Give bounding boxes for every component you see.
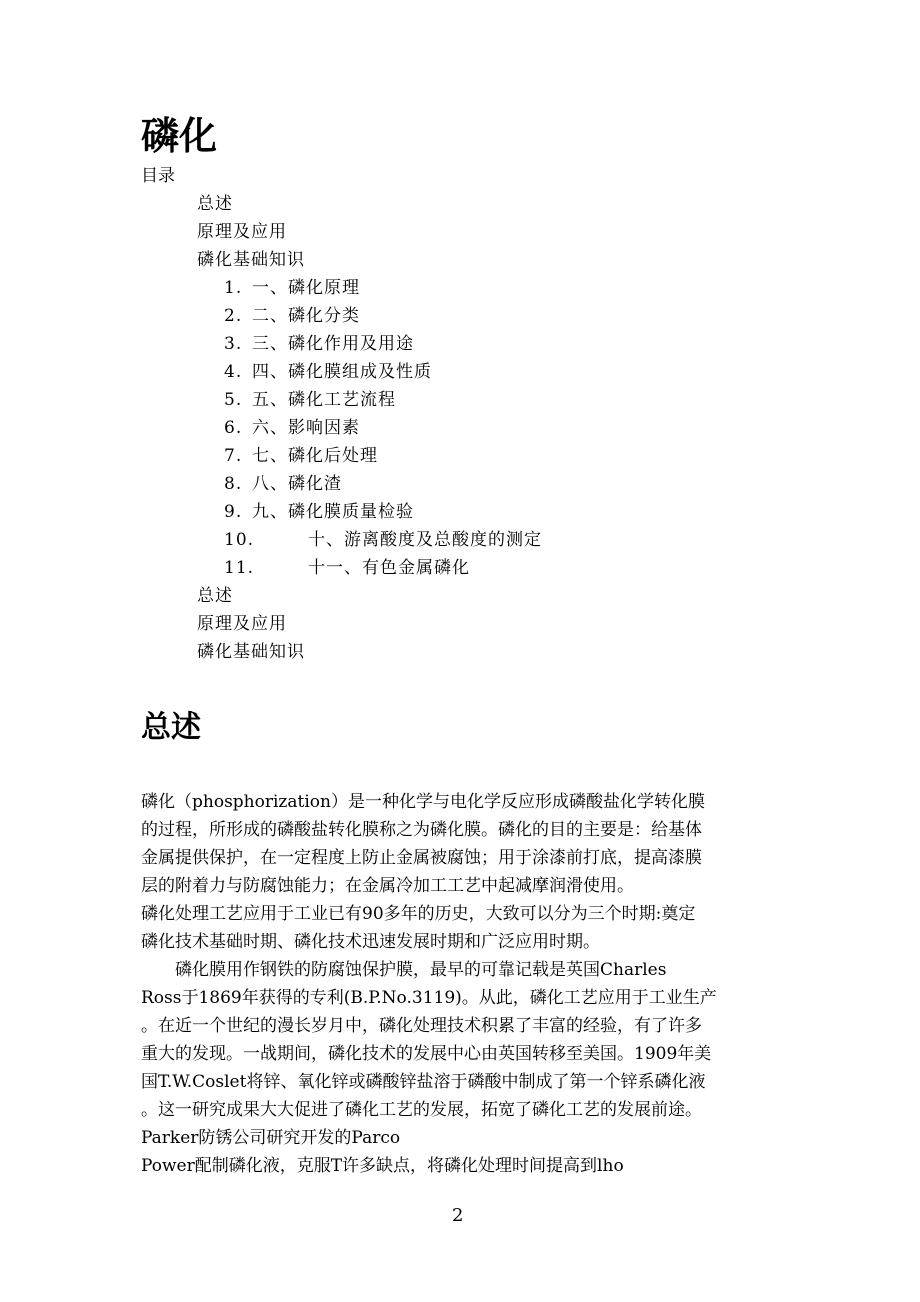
body-line: Power配制磷化液，克服T许多缺点，将磷化处理时间提高到lho [141, 1156, 624, 1176]
toc-sub-item[interactable] [224, 554, 470, 582]
toc-sub-text: 二、磷化分类 [252, 306, 360, 326]
toc-sub-text: 八、磷化渣 [252, 474, 342, 494]
toc-sub-item[interactable] [224, 498, 414, 526]
section-heading: 总述 [141, 710, 201, 745]
body-line: 国T.W.Coslet将锌、氧化锌或磷酸锌盐溶于磷酸中制成了第一个锌系磷化液 [141, 1072, 706, 1092]
toc-sub-item[interactable] [224, 330, 414, 358]
body-line: 的过程，所形成的磷酸盐转化膜称之为磷化膜。磷化的目的主要是：给基体 [141, 820, 702, 840]
body-line: 磷化处理工艺应用于工业已有90多年的历史，大致可以分为三个时期:奠定 [141, 904, 696, 924]
toc-sub-text: 五、磷化工艺流程 [252, 390, 396, 410]
toc-sub-number: 4. [224, 362, 243, 382]
body-line: Parker防锈公司研究开发的Parco [141, 1128, 401, 1148]
toc-sub-text: 九、磷化膜质量检验 [252, 502, 414, 522]
toc-sub-number: 5. [224, 390, 243, 410]
toc-sub-number: 1. [224, 278, 243, 298]
toc-sub-number: 10. [224, 530, 255, 550]
toc-link-overview-2[interactable]: 总述 [197, 586, 233, 606]
toc-sub-text: 四、磷化膜组成及性质 [252, 362, 432, 382]
toc-sub-number: 9. [224, 502, 243, 522]
toc-sub-text: 六、影响因素 [252, 418, 360, 438]
toc-sub-item[interactable] [224, 414, 360, 442]
toc-sub-text: 十一、有色金属磷化 [308, 558, 470, 578]
toc-link-overview[interactable]: 总述 [197, 194, 233, 214]
body-line: Ross于1869年获得的专利(B.P.No.3119)。从此，磷化工艺应用于工业生产 [141, 988, 717, 1008]
toc-sub-text: 十、游离酸度及总酸度的测定 [308, 530, 542, 550]
body-line: 磷化技术基础时期、磷化技术迅速发展时期和广泛应用时期。 [141, 932, 600, 952]
toc-sub-item[interactable] [224, 526, 542, 554]
body-line: 金属提供保护，在一定程度上防止金属被腐蚀；用于涂漆前打底，提高漆膜 [141, 848, 702, 868]
toc-sub-number: 6. [224, 418, 243, 438]
toc-sub-item[interactable] [224, 302, 360, 330]
body-line: 重大的发现。一战期间，磷化技术的发展中心由英国转移至美国。1909年美 [141, 1044, 712, 1064]
toc-link-basics-2[interactable]: 磷化基础知识 [197, 642, 305, 662]
toc-link-principles[interactable]: 原理及应用 [197, 222, 287, 242]
toc-sub-number: 2. [224, 306, 243, 326]
toc-sub-number: 3. [224, 334, 243, 354]
toc-sub-item[interactable] [224, 386, 396, 414]
page-number: 2 [452, 1205, 464, 1226]
body-line: 层的附着力与防腐蚀能力；在金属冷加工工艺中起减摩润滑使用。 [141, 876, 634, 896]
toc-sub-text: 三、磷化作用及用途 [252, 334, 414, 354]
toc-sub-item[interactable] [224, 358, 432, 386]
body-line: 。这一研究成果大大促进了磷化工艺的发展，拓宽了磷化工艺的发展前途。 [141, 1100, 702, 1120]
toc-sub-text: 一、磷化原理 [252, 278, 360, 298]
body-line: 。在近一个世纪的漫长岁月中，磷化处理技术积累了丰富的经验，有了许多 [141, 1016, 702, 1036]
toc-link-principles-2[interactable]: 原理及应用 [197, 614, 287, 634]
toc-sub-number: 11. [224, 558, 255, 578]
toc-sub-item[interactable] [224, 470, 342, 498]
body-line: 磷化（phosphorization）是一种化学与电化学反应形成磷酸盐化学转化膜 [141, 792, 705, 812]
toc-sub-text: 七、磷化后处理 [252, 446, 378, 466]
document-title: 磷化 [141, 114, 218, 158]
toc-link-basics[interactable]: 磷化基础知识 [197, 250, 305, 270]
body-line: 磷化膜用作钢铁的防腐蚀保护膜，最早的可靠记载是英国Charles [141, 960, 667, 980]
toc-label: 目录 [141, 166, 175, 186]
toc-sub-item[interactable] [224, 442, 378, 470]
toc-sub-number: 8. [224, 474, 243, 494]
toc-sub-item[interactable] [224, 274, 360, 302]
toc-sub-number: 7. [224, 446, 243, 466]
